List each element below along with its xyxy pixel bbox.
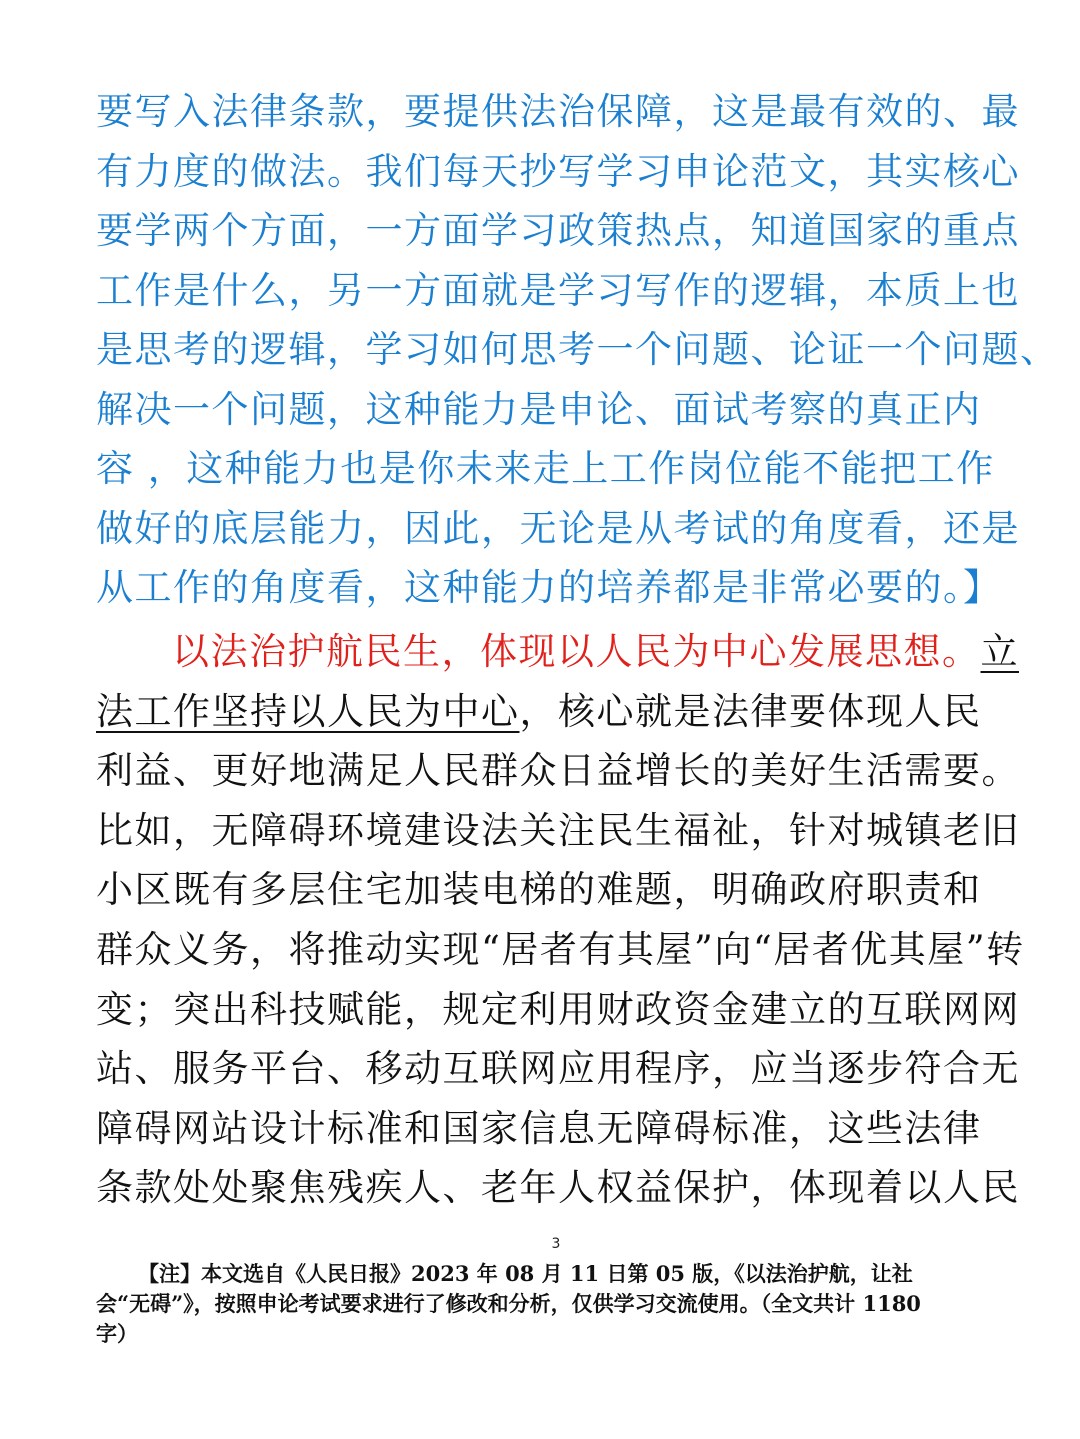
analysis-line: 要写入法律条款，要提供法治保障，这是最有效的、最 (96, 90, 1020, 133)
body-line: 障碍网站设计标准和国家信息无障碍标准，这些法律 (96, 1106, 982, 1150)
body-line: 小区既有多层住宅加装电梯的难题，明确政府职责和 (96, 868, 982, 912)
analysis-line: 从工作的角度看，这种能力的培养都是非常必要的。】 (96, 566, 1002, 609)
body-line: 条款处处聚焦残疾人、老年人权益保护，体现着以人民 (96, 1166, 1020, 1210)
source-note (96, 1259, 996, 1349)
analysis-paragraph (96, 82, 1059, 618)
underlined-text: 法工作坚持以人民为中心 (96, 689, 520, 733)
analysis-line: 做好的底层能力，因此，无论是从考试的角度看，还是 (96, 506, 1020, 550)
analysis-line: 要学两个方面，一方面学习政策热点，知道国家的重点 (96, 209, 1020, 252)
body-line: 变；突出科技赋能，规定利用财政资金建立的互联网网 (96, 987, 1020, 1031)
page-number: 3 (551, 1236, 561, 1252)
analysis-line: 容 ，这种能力也是你未来走上工作岗位能不能把工作 (96, 447, 995, 490)
body-line: 利益、更好地满足人民群众日益增长的美好生活需要。 (96, 749, 1020, 793)
body-line: 比如，无障碍环境建设法关注民生福祉，针对城镇老旧 (96, 808, 1020, 852)
body-line: 群众义务，将推动实现“居者有其屋”向“居者优其屋”转 (96, 927, 1025, 971)
analysis-line: 解决一个问题，这种能力是申论、面试考察的真正内 (96, 387, 982, 431)
note-line: 字） (96, 1321, 138, 1346)
underlined-text: 立 (980, 630, 1019, 673)
analysis-line: 工作是什么，另一方面就是学习写作的逻辑，本质上也 (96, 268, 1020, 312)
red-heading: 以法治护航民生，体现以人民为中心发展思想。 (172, 630, 981, 673)
body-line: 站、服务平台、移动互联网应用程序，应当逐步符合无 (96, 1047, 1020, 1091)
body-line (96, 682, 996, 742)
body-line-heading (96, 622, 1019, 682)
analysis-line: 有力度的做法。我们每天抄写学习申论范文，其实核心 (96, 149, 1020, 193)
analysis-line: 是思考的逻辑，学习如何思考一个问题、论证一个问题、 (96, 328, 1059, 371)
body-paragraph (96, 622, 1025, 1218)
note-line: 【注】本文选自《人民日报》2023 年 08 月 11 日第 05 版，《以法治护航，让社 (138, 1261, 913, 1286)
body-text: ，核心就是法律要体现人民 (519, 689, 982, 733)
note-line: 会“无碍”》，按照申论考试要求进行了修改和分析，仅供学习交流使用。（全文共计 1180 (96, 1291, 921, 1316)
